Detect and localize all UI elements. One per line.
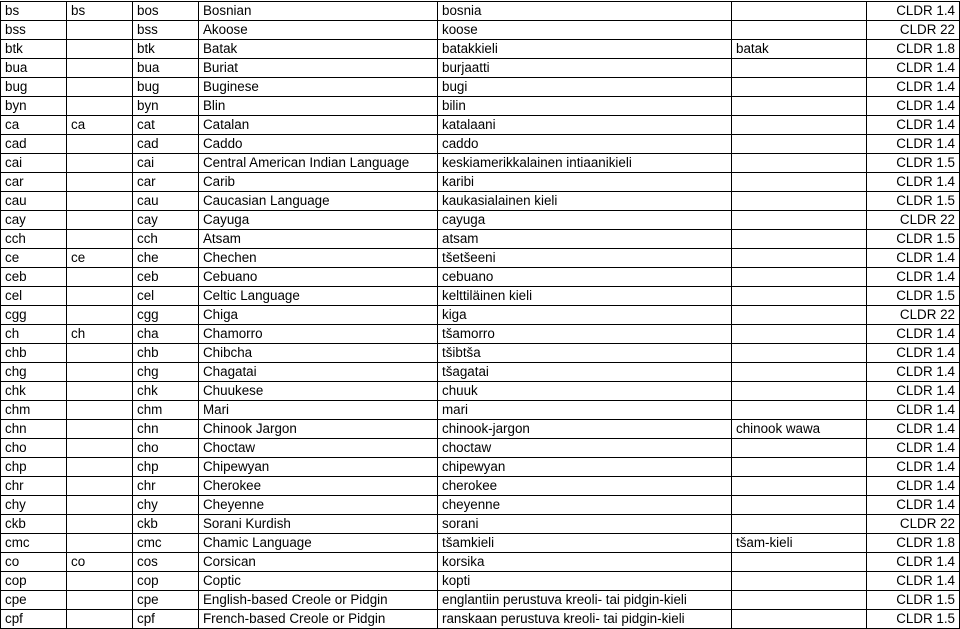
- english-name-cell[interactable]: Chipewyan: [199, 458, 438, 477]
- table-row[interactable]: [1, 477, 960, 496]
- code-cell[interactable]: bua: [1, 59, 67, 78]
- cldr-version-cell[interactable]: CLDR 1.8: [867, 40, 960, 59]
- alt-name-cell[interactable]: [732, 192, 867, 211]
- cldr-version-cell[interactable]: CLDR 1.4: [867, 268, 960, 287]
- finnish-name-cell[interactable]: bilin: [438, 97, 732, 116]
- cldr-version-cell[interactable]: CLDR 1.4: [867, 496, 960, 515]
- table-row[interactable]: [1, 591, 960, 610]
- code-cell[interactable]: byn: [1, 97, 67, 116]
- cldr-version-cell[interactable]: CLDR 1.4: [867, 325, 960, 344]
- code-cell[interactable]: chp: [1, 458, 67, 477]
- table-row[interactable]: [1, 2, 960, 21]
- table-row[interactable]: [1, 173, 960, 192]
- cldr-version-cell[interactable]: CLDR 1.4: [867, 458, 960, 477]
- iso639-1-cell[interactable]: [67, 306, 133, 325]
- code-cell[interactable]: cpf: [1, 610, 67, 629]
- english-name-cell[interactable]: Chamorro: [199, 325, 438, 344]
- table-row[interactable]: [1, 401, 960, 420]
- alt-name-cell[interactable]: [732, 458, 867, 477]
- english-name-cell[interactable]: Blin: [199, 97, 438, 116]
- finnish-name-cell[interactable]: karibi: [438, 173, 732, 192]
- iso639-1-cell[interactable]: [67, 591, 133, 610]
- code-cell[interactable]: bss: [1, 21, 67, 40]
- english-name-cell[interactable]: Chamic Language: [199, 534, 438, 553]
- iso639-2-cell[interactable]: cch: [133, 230, 199, 249]
- english-name-cell[interactable]: Buginese: [199, 78, 438, 97]
- finnish-name-cell[interactable]: bosnia: [438, 2, 732, 21]
- code-cell[interactable]: chk: [1, 382, 67, 401]
- alt-name-cell[interactable]: [732, 230, 867, 249]
- finnish-name-cell[interactable]: englantiin perustuva kreoli- tai pidgin-kieli: [438, 591, 732, 610]
- table-row[interactable]: [1, 116, 960, 135]
- english-name-cell[interactable]: Chiga: [199, 306, 438, 325]
- table-body: [1, 2, 960, 629]
- code-cell[interactable]: ceb: [1, 268, 67, 287]
- alt-name-cell[interactable]: [732, 211, 867, 230]
- alt-name-cell[interactable]: [732, 610, 867, 629]
- code-cell[interactable]: ch: [1, 325, 67, 344]
- english-name-cell[interactable]: Akoose: [199, 21, 438, 40]
- iso639-2-cell[interactable]: cgg: [133, 306, 199, 325]
- cldr-version-cell[interactable]: CLDR 1.4: [867, 173, 960, 192]
- table-row[interactable]: [1, 496, 960, 515]
- cldr-version-cell[interactable]: CLDR 1.5: [867, 192, 960, 211]
- iso639-2-cell[interactable]: cay: [133, 211, 199, 230]
- cldr-version-cell[interactable]: CLDR 1.4: [867, 249, 960, 268]
- iso639-1-cell[interactable]: [67, 363, 133, 382]
- alt-name-cell[interactable]: [732, 344, 867, 363]
- iso639-2-cell[interactable]: cop: [133, 572, 199, 591]
- code-cell[interactable]: cho: [1, 439, 67, 458]
- code-cell[interactable]: chr: [1, 477, 67, 496]
- finnish-name-cell[interactable]: choctaw: [438, 439, 732, 458]
- alt-name-cell[interactable]: [732, 287, 867, 306]
- finnish-name-cell[interactable]: korsika: [438, 553, 732, 572]
- english-name-cell[interactable]: Corsican: [199, 553, 438, 572]
- finnish-name-cell[interactable]: burjaatti: [438, 59, 732, 78]
- iso639-1-cell[interactable]: ce: [67, 249, 133, 268]
- alt-name-cell[interactable]: [732, 21, 867, 40]
- english-name-cell[interactable]: Chechen: [199, 249, 438, 268]
- english-name-cell[interactable]: Bosnian: [199, 2, 438, 21]
- table-row[interactable]: [1, 21, 960, 40]
- iso639-2-cell[interactable]: chk: [133, 382, 199, 401]
- table-row[interactable]: [1, 59, 960, 78]
- table-row[interactable]: [1, 572, 960, 591]
- iso639-2-cell[interactable]: cat: [133, 116, 199, 135]
- iso639-2-cell[interactable]: ceb: [133, 268, 199, 287]
- iso639-2-cell[interactable]: cmc: [133, 534, 199, 553]
- iso639-1-cell[interactable]: [67, 97, 133, 116]
- cldr-version-cell[interactable]: CLDR 1.4: [867, 135, 960, 154]
- iso639-2-cell[interactable]: cau: [133, 192, 199, 211]
- iso639-2-cell[interactable]: bua: [133, 59, 199, 78]
- code-cell[interactable]: car: [1, 173, 67, 192]
- alt-name-cell[interactable]: [732, 306, 867, 325]
- cldr-version-cell[interactable]: CLDR 1.4: [867, 477, 960, 496]
- english-name-cell[interactable]: Chuukese: [199, 382, 438, 401]
- table-row[interactable]: [1, 287, 960, 306]
- english-name-cell[interactable]: Caucasian Language: [199, 192, 438, 211]
- cldr-version-cell[interactable]: CLDR 1.5: [867, 230, 960, 249]
- alt-name-cell[interactable]: [732, 553, 867, 572]
- table-row[interactable]: [1, 553, 960, 572]
- table-row[interactable]: [1, 154, 960, 173]
- iso639-2-cell[interactable]: chn: [133, 420, 199, 439]
- finnish-name-cell[interactable]: caddo: [438, 135, 732, 154]
- finnish-name-cell[interactable]: cheyenne: [438, 496, 732, 515]
- english-name-cell[interactable]: Buriat: [199, 59, 438, 78]
- alt-name-cell[interactable]: [732, 78, 867, 97]
- cldr-version-cell[interactable]: CLDR 22: [867, 306, 960, 325]
- iso639-2-cell[interactable]: chp: [133, 458, 199, 477]
- finnish-name-cell[interactable]: ranskaan perustuva kreoli- tai pidgin-kieli: [438, 610, 732, 629]
- iso639-2-cell[interactable]: cel: [133, 287, 199, 306]
- finnish-name-cell[interactable]: tšagatai: [438, 363, 732, 382]
- finnish-name-cell[interactable]: bugi: [438, 78, 732, 97]
- cldr-version-cell[interactable]: CLDR 1.5: [867, 591, 960, 610]
- table-row[interactable]: [1, 230, 960, 249]
- english-name-cell[interactable]: Sorani Kurdish: [199, 515, 438, 534]
- english-name-cell[interactable]: Atsam: [199, 230, 438, 249]
- cldr-version-cell[interactable]: CLDR 1.4: [867, 382, 960, 401]
- alt-name-cell[interactable]: [732, 591, 867, 610]
- code-cell[interactable]: cai: [1, 154, 67, 173]
- iso639-1-cell[interactable]: ch: [67, 325, 133, 344]
- table-row[interactable]: [1, 135, 960, 154]
- alt-name-cell[interactable]: [732, 97, 867, 116]
- iso639-2-cell[interactable]: car: [133, 173, 199, 192]
- cldr-version-cell[interactable]: CLDR 22: [867, 211, 960, 230]
- finnish-name-cell[interactable]: sorani: [438, 515, 732, 534]
- english-name-cell[interactable]: English-based Creole or Pidgin: [199, 591, 438, 610]
- alt-name-cell[interactable]: [732, 572, 867, 591]
- table-row[interactable]: [1, 306, 960, 325]
- alt-name-cell[interactable]: [732, 249, 867, 268]
- cldr-version-cell[interactable]: CLDR 22: [867, 21, 960, 40]
- code-cell[interactable]: cgg: [1, 306, 67, 325]
- finnish-name-cell[interactable]: chipewyan: [438, 458, 732, 477]
- code-cell[interactable]: cau: [1, 192, 67, 211]
- finnish-name-cell[interactable]: katalaani: [438, 116, 732, 135]
- cldr-version-cell[interactable]: CLDR 1.4: [867, 420, 960, 439]
- code-cell[interactable]: ckb: [1, 515, 67, 534]
- english-name-cell[interactable]: Mari: [199, 401, 438, 420]
- iso639-2-cell[interactable]: che: [133, 249, 199, 268]
- code-cell[interactable]: chn: [1, 420, 67, 439]
- iso639-1-cell[interactable]: [67, 78, 133, 97]
- alt-name-cell[interactable]: [732, 515, 867, 534]
- cldr-version-cell[interactable]: CLDR 1.4: [867, 401, 960, 420]
- iso639-2-cell[interactable]: bug: [133, 78, 199, 97]
- cldr-version-cell[interactable]: CLDR 1.4: [867, 78, 960, 97]
- iso639-1-cell[interactable]: bs: [67, 2, 133, 21]
- iso639-2-cell[interactable]: cha: [133, 325, 199, 344]
- english-name-cell[interactable]: Catalan: [199, 116, 438, 135]
- code-cell[interactable]: cel: [1, 287, 67, 306]
- iso639-1-cell[interactable]: [67, 40, 133, 59]
- finnish-name-cell[interactable]: cherokee: [438, 477, 732, 496]
- finnish-name-cell[interactable]: tšamorro: [438, 325, 732, 344]
- code-cell[interactable]: btk: [1, 40, 67, 59]
- alt-name-cell[interactable]: [732, 439, 867, 458]
- table-row[interactable]: [1, 382, 960, 401]
- code-cell[interactable]: chy: [1, 496, 67, 515]
- iso639-1-cell[interactable]: [67, 401, 133, 420]
- iso639-2-cell[interactable]: byn: [133, 97, 199, 116]
- table-row[interactable]: [1, 249, 960, 268]
- finnish-name-cell[interactable]: mari: [438, 401, 732, 420]
- table-row[interactable]: [1, 40, 960, 59]
- table-row[interactable]: [1, 268, 960, 287]
- finnish-name-cell[interactable]: cebuano: [438, 268, 732, 287]
- cldr-version-cell[interactable]: CLDR 1.4: [867, 2, 960, 21]
- english-name-cell[interactable]: French-based Creole or Pidgin: [199, 610, 438, 629]
- english-name-cell[interactable]: Caddo: [199, 135, 438, 154]
- iso639-2-cell[interactable]: chy: [133, 496, 199, 515]
- alt-name-cell[interactable]: [732, 401, 867, 420]
- code-cell[interactable]: cpe: [1, 591, 67, 610]
- iso639-1-cell[interactable]: [67, 230, 133, 249]
- iso639-2-cell[interactable]: btk: [133, 40, 199, 59]
- english-name-cell[interactable]: Cheyenne: [199, 496, 438, 515]
- iso639-2-cell[interactable]: cpe: [133, 591, 199, 610]
- cldr-version-cell[interactable]: CLDR 1.5: [867, 287, 960, 306]
- iso639-1-cell[interactable]: ca: [67, 116, 133, 135]
- iso639-1-cell[interactable]: [67, 534, 133, 553]
- alt-name-cell[interactable]: [732, 135, 867, 154]
- english-name-cell[interactable]: Chinook Jargon: [199, 420, 438, 439]
- alt-name-cell[interactable]: [732, 2, 867, 21]
- iso639-2-cell[interactable]: chm: [133, 401, 199, 420]
- alt-name-cell[interactable]: [732, 496, 867, 515]
- iso639-1-cell[interactable]: [67, 458, 133, 477]
- language-table: [0, 1, 960, 629]
- cldr-version-cell[interactable]: CLDR 1.4: [867, 97, 960, 116]
- cldr-version-cell[interactable]: CLDR 1.4: [867, 363, 960, 382]
- english-name-cell[interactable]: Cayuga: [199, 211, 438, 230]
- alt-name-cell[interactable]: tšam-kieli: [732, 534, 867, 553]
- finnish-name-cell[interactable]: kopti: [438, 572, 732, 591]
- alt-name-cell[interactable]: [732, 154, 867, 173]
- cldr-version-cell[interactable]: CLDR 1.4: [867, 553, 960, 572]
- iso639-2-cell[interactable]: bos: [133, 2, 199, 21]
- iso639-2-cell[interactable]: chr: [133, 477, 199, 496]
- english-name-cell[interactable]: Chagatai: [199, 363, 438, 382]
- iso639-2-cell[interactable]: bss: [133, 21, 199, 40]
- cldr-version-cell[interactable]: CLDR 1.8: [867, 534, 960, 553]
- code-cell[interactable]: chg: [1, 363, 67, 382]
- iso639-2-cell[interactable]: chb: [133, 344, 199, 363]
- finnish-name-cell[interactable]: keskiamerikkalainen intiaanikieli: [438, 154, 732, 173]
- finnish-name-cell[interactable]: cayuga: [438, 211, 732, 230]
- iso639-2-cell[interactable]: cos: [133, 553, 199, 572]
- iso639-1-cell[interactable]: [67, 610, 133, 629]
- iso639-2-cell[interactable]: chg: [133, 363, 199, 382]
- cldr-version-cell[interactable]: CLDR 1.4: [867, 116, 960, 135]
- cldr-version-cell[interactable]: CLDR 1.4: [867, 439, 960, 458]
- cldr-version-cell[interactable]: CLDR 1.5: [867, 154, 960, 173]
- iso639-1-cell[interactable]: [67, 420, 133, 439]
- iso639-1-cell[interactable]: [67, 287, 133, 306]
- table-row[interactable]: [1, 420, 960, 439]
- english-name-cell[interactable]: Coptic: [199, 572, 438, 591]
- iso639-1-cell[interactable]: [67, 344, 133, 363]
- finnish-name-cell[interactable]: tšibtša: [438, 344, 732, 363]
- iso639-1-cell[interactable]: [67, 268, 133, 287]
- code-cell[interactable]: co: [1, 553, 67, 572]
- code-cell[interactable]: ce: [1, 249, 67, 268]
- alt-name-cell[interactable]: [732, 116, 867, 135]
- table-row[interactable]: [1, 534, 960, 553]
- finnish-name-cell[interactable]: kelttiläinen kieli: [438, 287, 732, 306]
- code-cell[interactable]: bs: [1, 2, 67, 21]
- finnish-name-cell[interactable]: tšamkieli: [438, 534, 732, 553]
- cldr-version-cell[interactable]: CLDR 1.4: [867, 572, 960, 591]
- code-cell[interactable]: cmc: [1, 534, 67, 553]
- table-row[interactable]: [1, 325, 960, 344]
- english-name-cell[interactable]: Cebuano: [199, 268, 438, 287]
- iso639-1-cell[interactable]: co: [67, 553, 133, 572]
- iso639-1-cell[interactable]: [67, 211, 133, 230]
- iso639-1-cell[interactable]: [67, 382, 133, 401]
- alt-name-cell[interactable]: [732, 59, 867, 78]
- alt-name-cell[interactable]: [732, 268, 867, 287]
- alt-name-cell[interactable]: [732, 325, 867, 344]
- table-row[interactable]: [1, 363, 960, 382]
- finnish-name-cell[interactable]: kiga: [438, 306, 732, 325]
- cldr-version-cell[interactable]: CLDR 22: [867, 515, 960, 534]
- iso639-1-cell[interactable]: [67, 515, 133, 534]
- english-name-cell[interactable]: Cherokee: [199, 477, 438, 496]
- table-row[interactable]: [1, 515, 960, 534]
- table-row[interactable]: [1, 458, 960, 477]
- iso639-2-cell[interactable]: cpf: [133, 610, 199, 629]
- iso639-1-cell[interactable]: [67, 135, 133, 154]
- alt-name-cell[interactable]: [732, 477, 867, 496]
- table-row[interactable]: [1, 97, 960, 116]
- finnish-name-cell[interactable]: chinook-jargon: [438, 420, 732, 439]
- finnish-name-cell[interactable]: batakkieli: [438, 40, 732, 59]
- table-row[interactable]: [1, 192, 960, 211]
- table-row[interactable]: [1, 610, 960, 629]
- iso639-1-cell[interactable]: [67, 192, 133, 211]
- cldr-version-cell[interactable]: CLDR 1.5: [867, 610, 960, 629]
- code-cell[interactable]: ca: [1, 116, 67, 135]
- english-name-cell[interactable]: Celtic Language: [199, 287, 438, 306]
- iso639-1-cell[interactable]: [67, 173, 133, 192]
- cldr-version-cell[interactable]: CLDR 1.4: [867, 59, 960, 78]
- english-name-cell[interactable]: Central American Indian Language: [199, 154, 438, 173]
- table-row[interactable]: [1, 211, 960, 230]
- iso639-2-cell[interactable]: cad: [133, 135, 199, 154]
- table-row[interactable]: [1, 344, 960, 363]
- alt-name-cell[interactable]: chinook wawa: [732, 420, 867, 439]
- english-name-cell[interactable]: Choctaw: [199, 439, 438, 458]
- alt-name-cell[interactable]: batak: [732, 40, 867, 59]
- iso639-2-cell[interactable]: ckb: [133, 515, 199, 534]
- finnish-name-cell[interactable]: kaukasialainen kieli: [438, 192, 732, 211]
- iso639-1-cell[interactable]: [67, 154, 133, 173]
- cldr-version-cell[interactable]: CLDR 1.4: [867, 344, 960, 363]
- code-cell[interactable]: cop: [1, 572, 67, 591]
- code-cell[interactable]: cad: [1, 135, 67, 154]
- iso639-1-cell[interactable]: [67, 572, 133, 591]
- iso639-1-cell[interactable]: [67, 439, 133, 458]
- iso639-1-cell[interactable]: [67, 59, 133, 78]
- iso639-1-cell[interactable]: [67, 496, 133, 515]
- alt-name-cell[interactable]: [732, 382, 867, 401]
- iso639-2-cell[interactable]: cho: [133, 439, 199, 458]
- finnish-name-cell[interactable]: atsam: [438, 230, 732, 249]
- code-cell[interactable]: cch: [1, 230, 67, 249]
- english-name-cell[interactable]: Chibcha: [199, 344, 438, 363]
- english-name-cell[interactable]: Carib: [199, 173, 438, 192]
- iso639-1-cell[interactable]: [67, 477, 133, 496]
- alt-name-cell[interactable]: [732, 363, 867, 382]
- finnish-name-cell[interactable]: tšetšeeni: [438, 249, 732, 268]
- code-cell[interactable]: chb: [1, 344, 67, 363]
- table-row[interactable]: [1, 78, 960, 97]
- table-row[interactable]: [1, 439, 960, 458]
- iso639-2-cell[interactable]: cai: [133, 154, 199, 173]
- iso639-1-cell[interactable]: [67, 21, 133, 40]
- alt-name-cell[interactable]: [732, 173, 867, 192]
- finnish-name-cell[interactable]: chuuk: [438, 382, 732, 401]
- english-name-cell[interactable]: Batak: [199, 40, 438, 59]
- code-cell[interactable]: cay: [1, 211, 67, 230]
- code-cell[interactable]: bug: [1, 78, 67, 97]
- code-cell[interactable]: chm: [1, 401, 67, 420]
- finnish-name-cell[interactable]: koose: [438, 21, 732, 40]
